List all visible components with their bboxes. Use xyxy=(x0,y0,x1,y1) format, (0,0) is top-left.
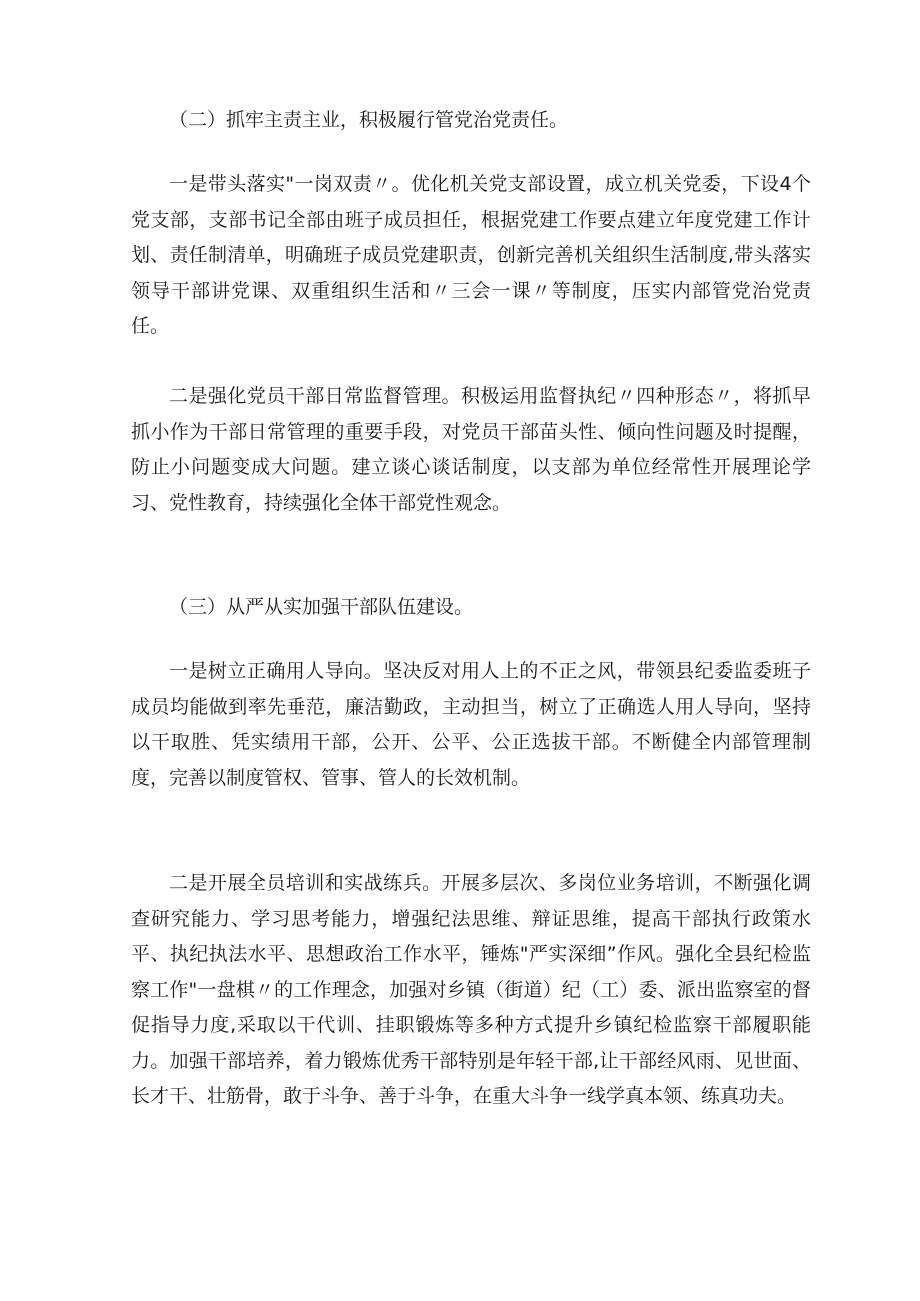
section-three-paragraph-1: 一是树立正确用人导向。坚决反对用人上的不正之风，带领县纪委监委班子成员均能做到率先垂范，廉洁勤政，主动担当，树立了正确选人用人导向，坚持以干取胜、凭实绩用干部，公开、公平、公正选拔干部。不断健全内部管理制度，完善以制度管权、管事、管人的长效机制。 xyxy=(131,660,811,789)
section-three-heading: （三）从严从实加强干部队伍建设。 xyxy=(169,596,474,618)
section-two-paragraph-1: 一是带头落实"一岗双责〃。优化机关党支部设置，成立机关党委，下设4个党支部，支部书记全部由班子成员担任，根据党建工作要点建立年度党建工作计划、责任制清单，明确班子成员党建职责，创新完善机关组织生活制度,带头落实领导干部讲党课、双重组织生活和〃三会一课〃等制度，压实内部管党治党责任。 xyxy=(131,173,811,337)
section-two-paragraph-2: 二是强化党员干部日常监督管理。积极运用监督执纪〃四种形态〃，将抓早抓小作为干部日常管理的重要手段，对党员干部苗头性、倾向性问题及时提醒，防止小问题变成大问题。建立谈心谈话制度，以支部为单位经常性开展理论学习、党性教育，持续强化全体干部党性观念。 xyxy=(131,385,811,514)
section-three-paragraph-2: 二是开展全员培训和实战练兵。开展多层次、多岗位业务培训，不断强化调查研究能力、学习思考能力，增强纪法思维、辩证思维，提高干部执行政策水平、执纪执法水平、思想政治工作水平，锤炼"严实深细”作风。强化全县纪检监察工作"一盘棋〃的工作理念，加强对乡镇（街道）纪（工）委、派出监察室的督促指导力度,采取以干代训、挂职锻炼等多种方式提升乡镇纪检监察干部履职能力。加强干部培养，着力锻炼优秀干部特别是年轻干部,让干部经风雨、见世面、长才干、壮筋骨，敢于斗争、善于斗争，在重大斗争一线学真本领、练真功夫。 xyxy=(131,872,811,1107)
section-two-heading: （二）抓牢主责主业，积极履行管党治党责任。 xyxy=(169,109,569,131)
